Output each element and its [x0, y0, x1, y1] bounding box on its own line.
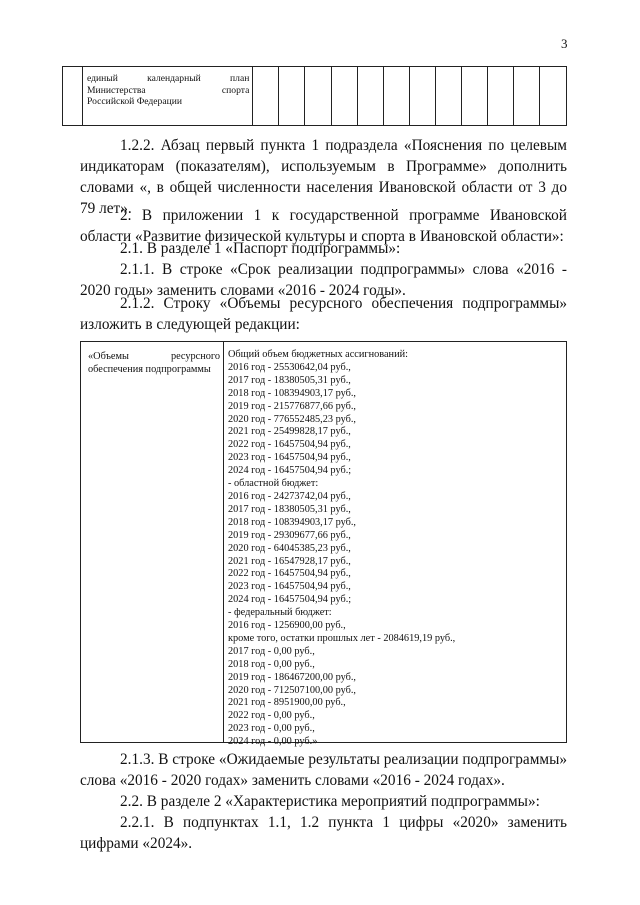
resource-label-line: обеспечения подпрограммы	[88, 364, 211, 375]
resource-table-values-cell	[224, 342, 456, 748]
table-cell	[461, 67, 487, 126]
paragraph-2-1-3: 2.1.3. В строке «Ожидаемые результаты реализации подпрограммы» слова «2016 - 2020 годах» заменить словами «2016 - 2024 годах».	[80, 751, 567, 789]
budget-line: 2024 год - 16457504,94 руб.;	[228, 465, 352, 477]
table-cell	[409, 67, 435, 126]
budget-line: - областной бюджет:	[228, 478, 319, 490]
table-cell	[383, 67, 409, 126]
budget-line: 2019 год - 186467200,00 руб.,	[228, 671, 356, 683]
budget-line: Общий объем бюджетных ассигнований:	[228, 349, 408, 360]
table-cell	[435, 67, 461, 126]
budget-line: 2016 год - 24273742,04 руб.,	[228, 490, 351, 502]
description-line: Министерства спорта	[87, 84, 250, 96]
table-cell	[513, 67, 539, 126]
plan-table-fragment	[62, 66, 567, 126]
table-cell	[305, 67, 331, 126]
table-cell	[487, 67, 513, 126]
budget-line: 2019 год - 215776877,66 руб.,	[228, 400, 356, 412]
budget-line: 2018 год - 0,00 руб.,	[228, 658, 315, 670]
paragraph-2-1-2: 2.1.2. Строку «Объемы ресурсного обеспечения подпрограммы» изложить в следующей редакции:	[80, 295, 567, 333]
table-cell	[253, 67, 279, 126]
budget-line: - федеральный бюджет:	[228, 607, 332, 619]
budget-line: 2018 год - 108394903,17 руб.,	[228, 387, 356, 399]
paragraph-2: 2. В приложении 1 к государственной программе Ивановской области «Развитие физической культуры и спорта в Ивановской области»:	[80, 207, 567, 245]
budget-line: 2020 год - 64045385,23 руб.,	[228, 542, 351, 554]
paragraph-2-1-1: 2.1.1. В строке «Срок реализации подпрограммы» слова «2016 - 2020 годы» заменить словами «2016 - 2024 годы».	[80, 261, 567, 299]
table-cell	[539, 67, 566, 126]
resource-table-label-cell	[81, 342, 224, 742]
budget-line: 2017 год - 18380505,31 руб.,	[228, 503, 351, 515]
budget-line: 2021 год - 25499828,17 руб.,	[228, 426, 351, 438]
budget-line: 2016 год - 1256900,00 руб.,	[228, 620, 346, 632]
budget-line: 2020 год - 776552485,23 руб.,	[228, 413, 356, 425]
resource-table	[80, 341, 567, 748]
paragraph-2-2-1: 2.2.1. В подпунктах 1.1, 1.2 пункта 1 цифры «2020» заменить цифрами «2024».	[80, 814, 567, 852]
paragraph-2-1: 2.1. В разделе 1 «Паспорт подпрограммы»:	[120, 240, 401, 257]
budget-line: 2016 год - 25530642,04 руб.,	[228, 361, 351, 373]
budget-line: 2022 год - 0,00 руб.,	[228, 710, 315, 722]
budget-line: 2020 год - 712507100,00 руб.,	[228, 684, 356, 696]
budget-line: 2021 год - 16547928,17 руб.,	[228, 555, 351, 567]
budget-line: 2023 год - 16457504,94 руб.,	[228, 452, 351, 464]
budget-line: кроме того, остатки прошлых лет - 2084619,19 руб.,	[228, 632, 456, 644]
table-cell	[63, 67, 83, 126]
budget-line: 2021 год - 8951900,00 руб.,	[228, 697, 346, 709]
table-cell	[279, 67, 305, 126]
table-cell	[331, 67, 357, 126]
budget-line: 2023 год - 0,00 руб.,	[228, 723, 315, 735]
budget-line: 2017 год - 18380505,31 руб.,	[228, 374, 351, 386]
resource-label-line: «Объемы ресурсного	[88, 351, 220, 362]
description-line: Российской Федерации	[87, 96, 183, 107]
budget-line: 2024 год - 16457504,94 руб.;	[228, 594, 352, 606]
budget-line: 2024 год - 0,00 руб.»	[228, 736, 318, 748]
paragraph-1-2-2: 1.2.2. Абзац первый пункта 1 подраздела «Пояснения по целевым индикаторам (показателям), используемым в Программе» дополнить словами «, в общей численности населения Ивановской области от 3 до 79 лет».	[80, 137, 567, 217]
budget-line: 2023 год - 16457504,94 руб.,	[228, 581, 351, 593]
paragraph-2-2: 2.2. В разделе 2 «Характеристика мероприятий подпрограммы»:	[120, 793, 540, 810]
budget-line: 2019 год - 29309677,66 руб.,	[228, 529, 351, 541]
description-line: единый календарный план	[87, 73, 250, 84]
table-cell-description	[83, 67, 253, 126]
budget-line: 2017 год - 0,00 руб.,	[228, 645, 315, 657]
budget-line: 2022 год - 16457504,94 руб.,	[228, 439, 351, 451]
table-row	[63, 67, 567, 126]
table-cell	[357, 67, 383, 126]
budget-line: 2018 год - 108394903,17 руб.,	[228, 516, 356, 528]
page-number: 3	[561, 36, 568, 51]
budget-line: 2022 год - 16457504,94 руб.,	[228, 568, 351, 580]
